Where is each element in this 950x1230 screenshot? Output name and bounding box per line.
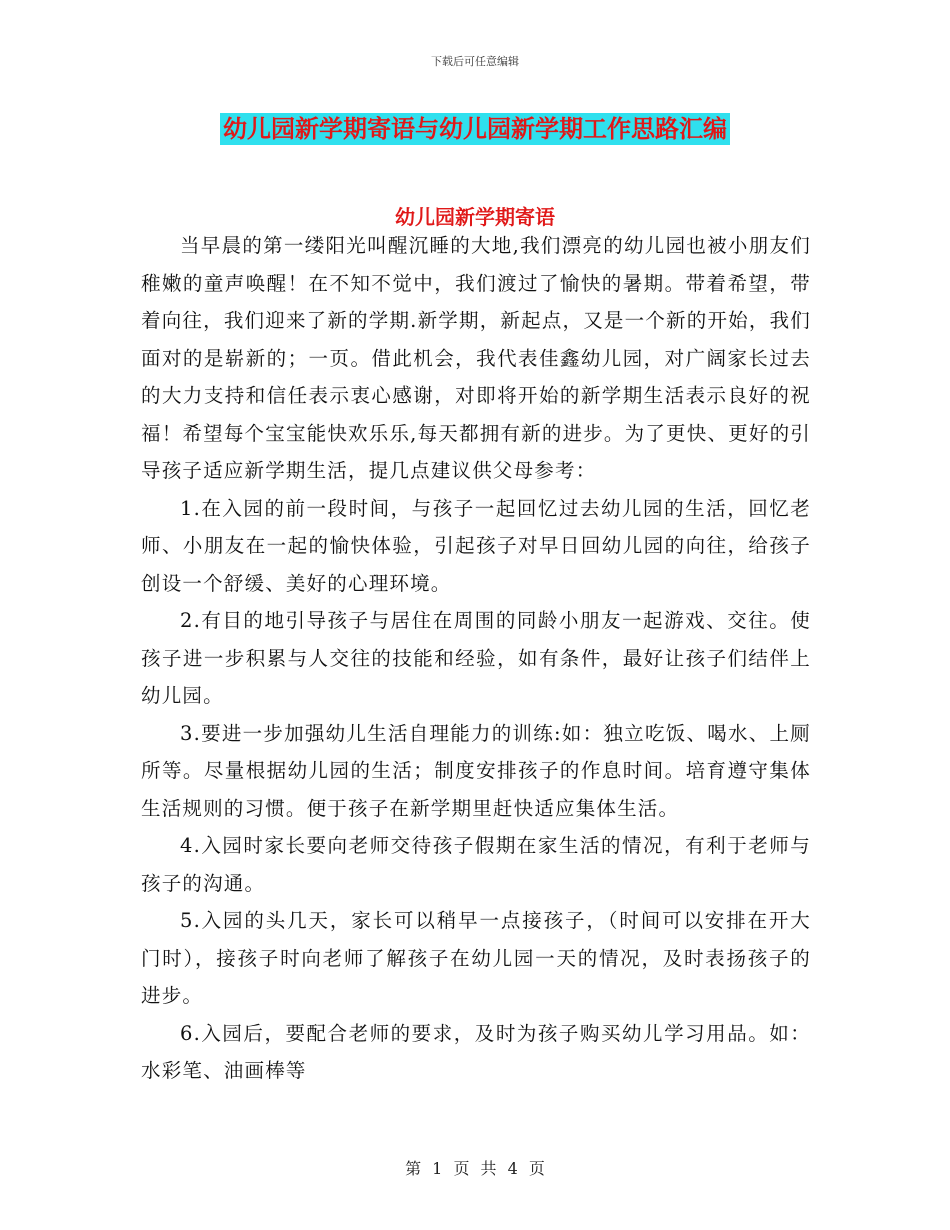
document-title: 幼儿园新学期寄语与幼儿园新学期工作思路汇编	[220, 113, 730, 145]
suggestion-paragraph-6: 6.入园后，要配合老师的要求，及时为孩子购买幼儿学习用品。如：水彩笔、油画棒等	[141, 1021, 811, 1082]
suggestion-paragraph-1: 1.在入园的前一段时间，与孩子一起回忆过去幼儿园的生活，回忆老师、小朋友在一起的愉快体验，引起孩子对早日回幼儿园的向往，给孩子创设一个舒缓、美好的心理环境。	[141, 496, 811, 595]
header-note: 下载后可任意编辑	[431, 55, 519, 68]
page-footer: 第 1 页 共 4 页	[405, 1159, 545, 1178]
section-title: 幼儿园新学期寄语	[395, 205, 555, 229]
suggestion-paragraph-3: 3.要进一步加强幼儿生活自理能力的训练:如：独立吃饭、喝水、上厕所等。尽量根据幼儿园的生活；制度安排孩子的作息时间。培育遵守集体生活规则的习惯。便于孩子在新学期里赶快适应集体生活。	[141, 721, 811, 820]
intro-paragraph: 当早晨的第一缕阳光叫醒沉睡的大地,我们漂亮的幼儿园也被小朋友们稚嫩的童声唤醒！在不知不觉中，我们渡过了愉快的暑期。带着希望，带着向往，我们迎来了新的学期.新学期，新起点，又是一个新的开始，我们面对的是崭新的；一页。借此机会，我代表佳鑫幼儿园，对广阔家长过去的大力支持和信任表示衷心感谢，对即将开始的新学期生活表示良好的祝福！希望每个宝宝能快欢乐乐,每天都拥有新的进步。为了更快、更好的引导孩子适应新学期生活，提几点建议供父母参考：	[141, 234, 811, 482]
body-text	[141, 227, 811, 1090]
suggestion-paragraph-5: 5.入园的头几天，家长可以稍早一点接孩子，（时间可以安排在开大门时），接孩子时向老师了解孩子在幼儿园一天的情况，及时表扬孩子的进步。	[141, 909, 811, 1007]
suggestion-paragraph-2: 2.有目的地引导孩子与居住在周围的同龄小朋友一起游戏、交往。使孩子进一步积累与人交往的技能和经验，如有条件，最好让孩子们结伴上幼儿园。	[141, 609, 811, 707]
suggestion-paragraph-4: 4.入园时家长要向老师交待孩子假期在家生活的情况，有利于老师与孩子的沟通。	[141, 834, 811, 895]
